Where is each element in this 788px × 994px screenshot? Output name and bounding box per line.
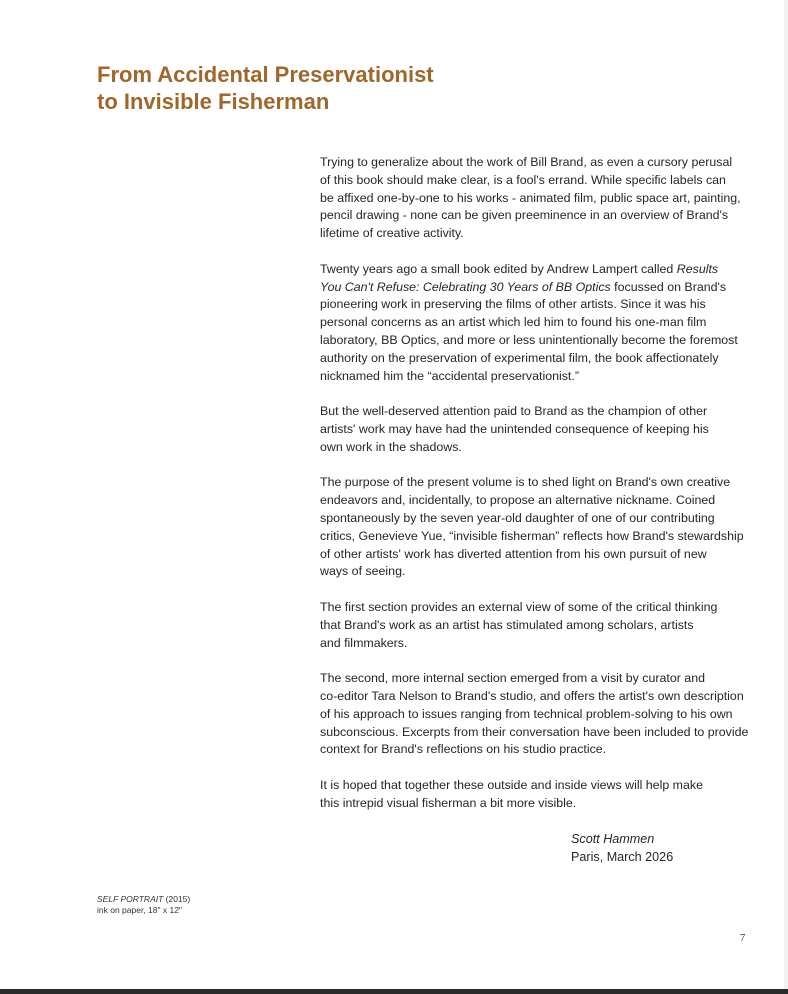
bottom-bar xyxy=(0,989,788,994)
text-line: of his approach to issues ranging from technical problem-solving to his own xyxy=(320,706,733,721)
caption-title-line xyxy=(97,894,190,905)
title-line-1: From Accidental Preservationist xyxy=(97,62,434,87)
text-line: authority on the preservation of experimental film, the book affectionately xyxy=(320,350,719,365)
paragraph-2 xyxy=(320,261,750,386)
text-line: Trying to generalize about the work of Bill Brand, as even a cursory perusal xyxy=(320,155,733,169)
book-title-part-1: Results xyxy=(676,261,719,276)
place-and-date: Paris, March 2026 xyxy=(571,850,674,864)
author-signature xyxy=(571,830,673,866)
text-line: spontaneously by the seven year-old daughter of one of our contributing xyxy=(320,510,715,525)
author-name: Scott Hammen xyxy=(571,832,655,846)
text-line: endeavors and, incidentally, to propose an alternative nickname. Coined xyxy=(320,493,716,508)
text-line: ways of seeing. xyxy=(320,564,406,579)
text-line: laboratory, BB Optics, and more or less unintentionally become the foremost xyxy=(320,332,738,347)
text-line: pioneering work in preserving the films of other artists. Since it was his xyxy=(320,297,706,312)
text-line: nicknamed him the “accidental preservationist.” xyxy=(320,368,579,383)
artwork-year: (2015) xyxy=(163,894,191,904)
text-line: The first section provides an external view of some of the critical thinking xyxy=(320,599,718,614)
text-line: personal concerns as an artist which led him to found his one-man film xyxy=(320,315,707,330)
text-line: context for Brand's reflections on his studio practice. xyxy=(320,742,607,757)
text-line: and filmmakers. xyxy=(320,635,408,650)
text-line: of other artists' work has diverted attention from his own pursuit of new xyxy=(320,546,707,561)
artwork-medium: ink on paper, 18" x 12" xyxy=(97,905,182,915)
paragraph-4 xyxy=(320,474,750,581)
text-line: But the well-deserved attention paid to Brand as the champion of other xyxy=(320,404,708,419)
text-line: The second, more internal section emerged from a visit by curator and xyxy=(320,671,705,686)
page-title xyxy=(97,61,517,115)
text-run: Twenty years ago a small book edited by Andrew Lampert called xyxy=(320,261,677,276)
text-line: subconscious. Excerpts from their conversation have been included to provide xyxy=(320,724,749,739)
paragraph-1 xyxy=(320,154,750,243)
paragraph-7 xyxy=(320,777,750,813)
essay-body xyxy=(320,154,750,830)
text-line: co-editor Tara Nelson to Brand's studio, and offers the artist's own description xyxy=(320,688,744,703)
book-title-part-2: You Can't Refuse: Celebrating 30 Years of BB Optics xyxy=(320,279,611,294)
paragraph-5 xyxy=(320,599,750,652)
text-line: lifetime of creative activity. xyxy=(320,226,464,241)
text-line: that Brand's work as an artist has stimulated among scholars, artists xyxy=(320,617,694,632)
text-line: this intrepid visual fisherman a bit more visible. xyxy=(320,795,577,810)
text-line xyxy=(320,261,750,279)
image-caption xyxy=(97,894,190,916)
text-line: of this book should make clear, is a fool's errand. While specific labels can xyxy=(320,172,726,187)
text-line: pencil drawing - none can be given preeminence in an overview of Brand's xyxy=(320,208,729,223)
text-line xyxy=(320,279,750,297)
text-line: artists' work may have had the unintended consequence of keeping his xyxy=(320,421,709,436)
text-line: critics, Genevieve Yue, “invisible fisherman” reflects how Brand's stewardship xyxy=(320,528,744,543)
page-number: 7 xyxy=(740,933,746,944)
text-line: own work in the shadows. xyxy=(320,439,462,454)
text-run: focussed on Brand's xyxy=(610,279,727,294)
text-line: The purpose of the present volume is to shed light on Brand's own creative xyxy=(320,475,731,490)
paragraph-3 xyxy=(320,403,750,456)
text-line: be affixed one-by-one to his works - animated film, public space art, painting, xyxy=(320,190,741,205)
page-edge-divider xyxy=(784,0,788,994)
text-line: It is hoped that together these outside and inside views will help make xyxy=(320,777,703,792)
artwork-title: SELF PORTRAIT xyxy=(97,894,164,904)
paragraph-6 xyxy=(320,670,750,759)
title-line-2: to Invisible Fisherman xyxy=(97,89,330,114)
